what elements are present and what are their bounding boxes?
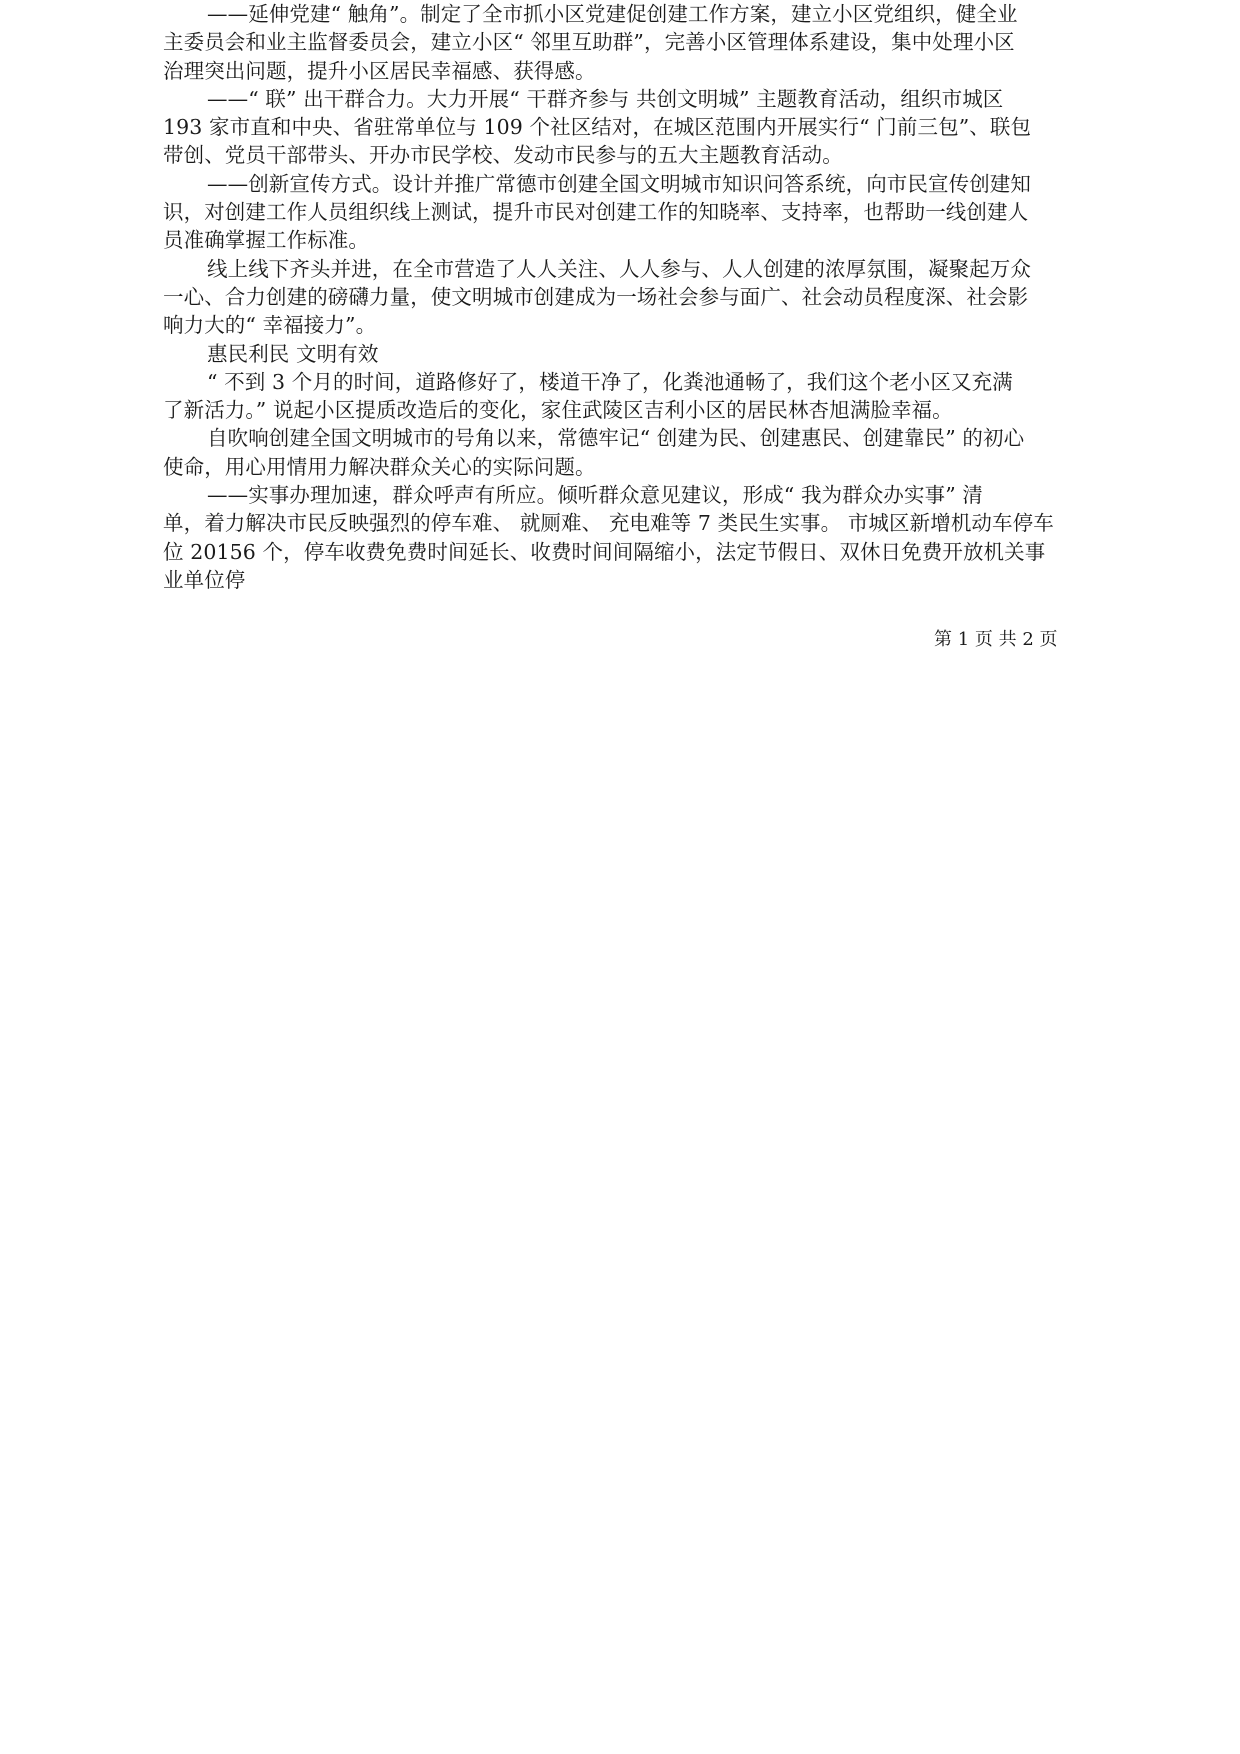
paragraph-line: 响力大的“ 幸福接力”。 (163, 313, 377, 338)
page-number: 第 1 页 共 2 页 (934, 629, 1058, 650)
paragraph-line: 员准确掌握工作标准。 (163, 228, 369, 253)
paragraph-line: 识，对创建工作人员组织线上测试，提升市民对创建工作的知晓率、支持率，也帮助一线创建人 (163, 200, 1029, 225)
paragraph-line: 使命，用心用情用力解决群众关心的实际问题。 (163, 454, 596, 479)
paragraph-line: 带创、党员干部带头、开办市民学校、发动市民参与的五大主题教育活动。 (163, 143, 843, 168)
paragraph-line: 线上线下齐头并进，在全市营造了人人关注、人人参与、人人创建的浓厚氛围，凝聚起万众 (207, 256, 1031, 281)
paragraph-line: 193 家市直和中央、省驻常单位与 109 个社区结对，在城区范围内开展实行“ 门前三包”、联包 (163, 115, 1032, 140)
paragraph-line: 了新活力。” 说起小区提质改造后的变化，家住武陵区吉利小区的居民林杏旭满脸幸福。 (163, 398, 953, 423)
section-heading: 惠民利民 文明有效 (207, 341, 379, 366)
paragraph-line: “ 不到 3 个月的时间，道路修好了，楼道干净了，化粪池通畅了，我们这个老小区又充满 (207, 369, 1013, 394)
paragraph-line: 单，着力解决市民反映强烈的停车难、 就厕难、 充电难等 7 类民生实事。 市城区新增机动车停车 (163, 511, 1054, 536)
paragraph-line: 自吹响创建全国文明城市的号角以来，常德牢记“ 创建为民、创建惠民、创建靠民” 的初心 (207, 426, 1025, 451)
paragraph-line: ——延伸党建“ 触角”。制定了全市抓小区党建促创建工作方案，建立小区党组织，健全业 (207, 2, 1018, 26)
paragraph-line: ——“ 联” 出干群合力。大力开展“ 干群齐参与 共创文明城” 主题教育活动，组织市城区 (207, 86, 1004, 111)
paragraph-line: ——创新宣传方式。设计并推广常德市创建全国文明城市知识问答系统，向市民宣传创建知 (207, 171, 1031, 196)
paragraph-line: 一心、合力创建的磅礴力量，使文明城市创建成为一场社会参与面广、社会动员程度深、社会影 (163, 284, 1029, 309)
paragraph-line: 主委员会和业主监督委员会，建立小区“ 邻里互助群”，完善小区管理体系建设，集中处理小区 (163, 30, 1015, 55)
document-body (163, 0, 1088, 594)
paragraph-line: 治理突出问题，提升小区居民幸福感、获得感。 (163, 58, 596, 83)
paragraph-line: 业单位停 (163, 567, 246, 592)
paragraph-line: 位 20156 个，停车收费免费时间延长、收费时间间隔缩小，法定节假日、双休日免费开放机关事 (163, 539, 1046, 564)
paragraph-line: ——实事办理加速，群众呼声有所应。倾听群众意见建议，形成“ 我为群众办实事” 清 (207, 483, 983, 508)
